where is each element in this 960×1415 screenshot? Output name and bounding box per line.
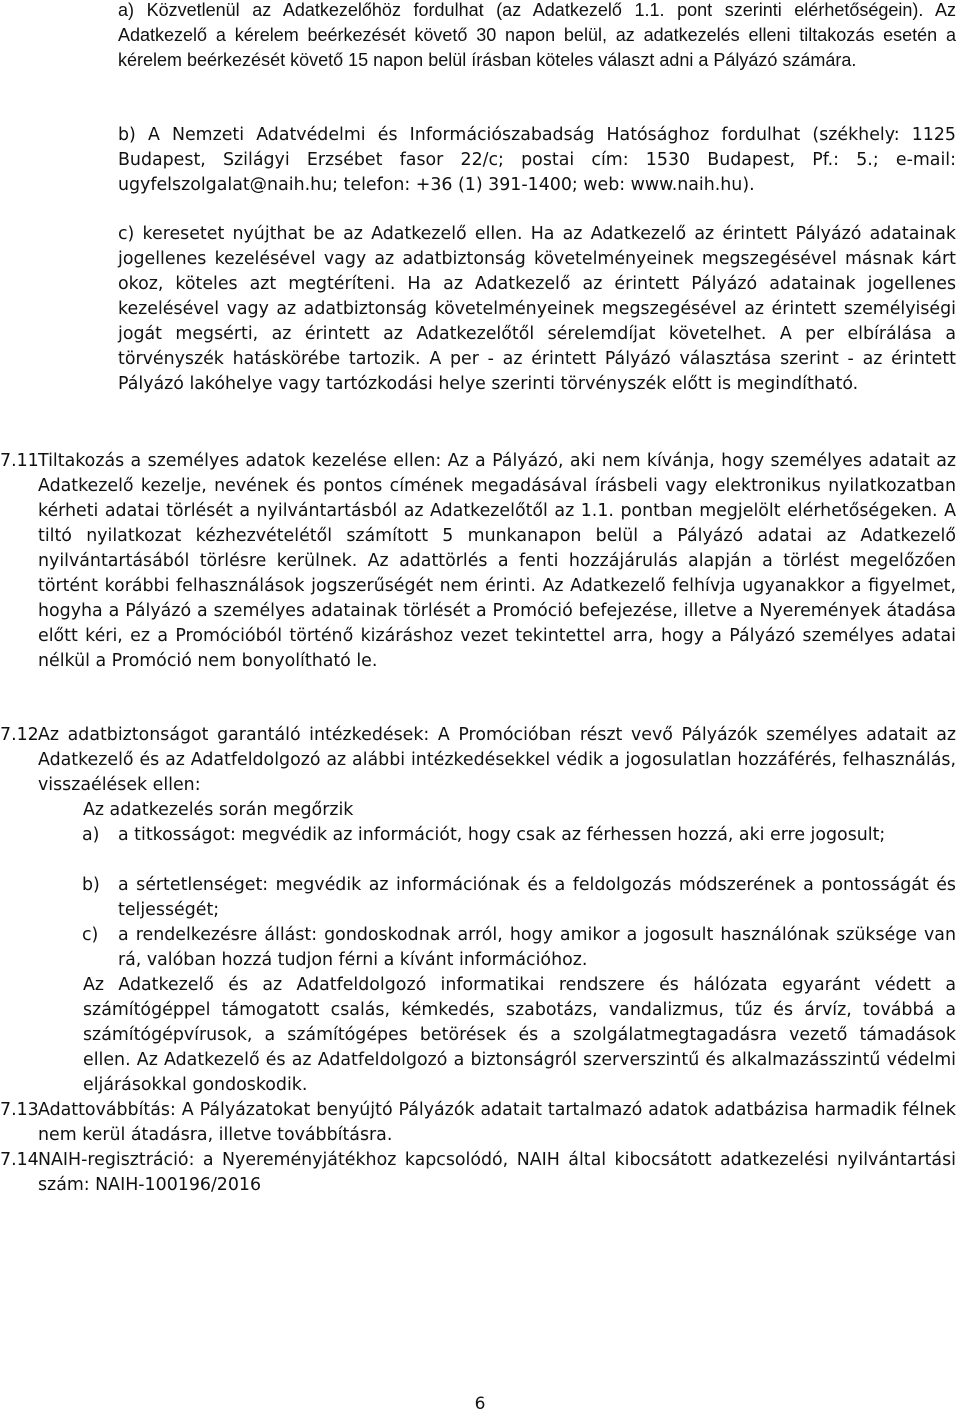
section-text: Adattovábbítás: A Pályázatokat benyújtó Pályázók adatait tartalmazó adatok adatbázisa harmadik félnek nem kerül átadásra, illetve továbbításra. bbox=[38, 1100, 956, 1145]
section-text: Az adatbiztonságot garantáló intézkedések: A Promócióban részt vevő Pályázók személyes adatait az Adatkezelő és az Adatfeldolgozó az alábbi intézkedésekkel védik a jogosulatlan hozzáférés, felhasználás, visszaélések ellen: bbox=[38, 725, 956, 795]
paragraph-item-a: a) Közvetlenül az Adatkezelőhöz fordulhat (az Adatkezelő 1.1. pont szerinti elérhetőségein). Az Adatkezelő a kérelem beérkezését követő 30 napon belül, az adatkezelés elleni tiltakozás esetén a kérelem beérkezését követő 15 napon belül írásban köteles választ adni a Pályázó számára. bbox=[118, 0, 956, 70]
list-item bbox=[82, 823, 956, 848]
list-item-text: a sértetlenséget: megvédik az információnak és a feldolgozás módszerének a pontosságát és teljességét; bbox=[118, 875, 956, 920]
section-number: 7.11 bbox=[0, 451, 39, 471]
list-item-text: a rendelkezésre állást: gondoskodnak arról, hogy amikor a jogosult használónak szüksége van rá, valóban hozzá tudjon férni a kívánt információhoz. bbox=[118, 925, 956, 970]
section-7-11 bbox=[0, 449, 956, 674]
list-marker: c) bbox=[82, 925, 99, 945]
section-7-12 bbox=[0, 723, 956, 798]
list-item-text: a titkosságot: megvédik az információt, hogy csak az férhessen hozzá, aki erre jogosult; bbox=[118, 825, 886, 845]
section-number: 7.14 bbox=[0, 1150, 39, 1170]
list-item bbox=[82, 873, 956, 923]
list-marker: a) bbox=[82, 825, 100, 845]
paragraph-item-c: c) keresetet nyújthat be az Adatkezelő ellen. Ha az Adatkezelő az érintett Pályázó adatainak jogellenes kezelésével vagy az adatbiztonság követelményeinek megszegésével másnak kárt okoz, köteles azt megtéríteni. Ha az Adatkezelő az érintett Pályázó adatainak jogellenes kezelésével vagy az adatbiztonság követelményeinek megszegésével az érintett személyiségi jogát megsérti, az érintett az Adatkezelőtől sérelemdíjat követelhet. A per elbírálása a törvényszék hatáskörébe tartozik. A per - az érintett Pályázó választása szerint - az érintett Pályázó lakóhelye vagy tartózkodási helye szerinti törvényszék előtt is megindítható. bbox=[118, 224, 956, 394]
section-7-12-intro: Az adatkezelés során megőrzik bbox=[83, 800, 354, 820]
section-text: NAIH-regisztráció: a Nyereményjátékhoz kapcsolódó, NAIH által kibocsátott adatkezelési nyilvántartási szám: NAIH-100196/2016 bbox=[38, 1150, 956, 1195]
list-marker: b) bbox=[82, 875, 100, 895]
section-number: 7.13 bbox=[0, 1100, 39, 1120]
paragraph-item-b: b) A Nemzeti Adatvédelmi és Információszabadság Hatósághoz fordulhat (székhely: 1125 Budapest, Szilágyi Erzsébet fasor 22/c; postai cím: 1530 Budapest, Pf.: 5.; e-mail: ugyfelszolgalat@naih.hu; telefon: +36 (1) 391-1400; web: www.naih.hu). bbox=[118, 125, 956, 195]
page-number: 6 bbox=[474, 1394, 486, 1414]
section-7-12-closing: Az Adatkezelő és az Adatfeldolgozó informatikai rendszere és hálózata egyaránt védett a számítógéppel támogatott csalás, kémkedés, szabotázs, vandalizmus, tűz és árvíz, továbbá a számítógépvírusok, a számítógépes betörések és a szolgálatmegtagadásra vezető támadások ellen. Az Adatkezelő és az Adatfeldolgozó a biztonságról szerverszintű és alkalmazásszintű védelmi eljárásokkal gondoskodik. bbox=[83, 975, 956, 1095]
section-number: 7.12 bbox=[0, 725, 39, 745]
list-item bbox=[82, 923, 956, 973]
section-7-14 bbox=[0, 1148, 956, 1198]
section-7-13 bbox=[0, 1098, 956, 1148]
section-text: Tiltakozás a személyes adatok kezelése ellen: Az a Pályázó, aki nem kívánja, hogy személyes adatait az Adatkezelő kezelje, nevének és pontos címének megadásával írásbeli vagy elektronikus nyilatkozatban kérheti adatai törlését a nyilvántartásból az Adatkezelőtől az 1.1. pontban megjelölt elérhetőségeken. A tiltó nyilatkozat kézhezvételétől számított 5 munkanapon belül a Pályázó adatai az Adatkezelő nyilvántartásából törlésre kerülnek. Az adattörlés a fenti hozzájárulás alapján a törlést megelőzően történt korábbi felhasználások jogszerűségét nem érinti. Az Adatkezelő felhívja ugyanakkor a figyelmet, hogyha a Pályázó a személyes adatainak törlését a Promóció befejezése, illetve a Nyeremények átadása előtt kéri, ez a Promócióból történő kizáráshoz vezet tekintettel arra, hogy a Pályázó személyes adatai nélkül a Promóció nem bonyolítható le. bbox=[38, 451, 956, 671]
